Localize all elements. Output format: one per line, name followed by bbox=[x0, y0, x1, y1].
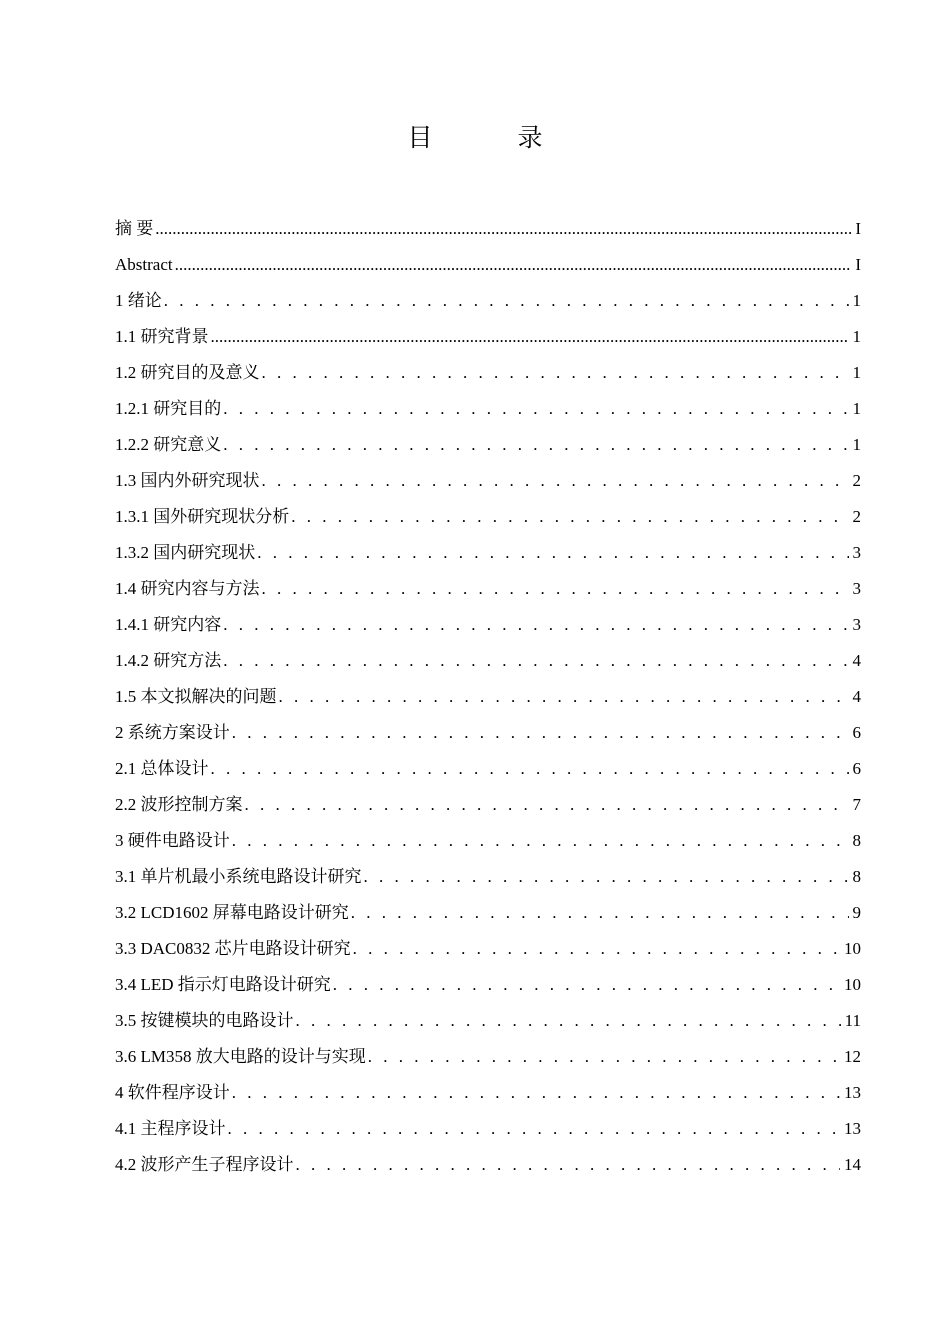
toc-entry[interactable] bbox=[115, 211, 861, 247]
toc-entry-label: 1 绪论 bbox=[115, 291, 162, 310]
toc-dot-leader bbox=[364, 859, 849, 895]
toc-entry-label: 4.1 主程序设计 bbox=[115, 1119, 226, 1138]
toc-dot-leader bbox=[257, 535, 848, 571]
toc-dot-leader bbox=[353, 931, 840, 967]
toc-entry-label: 2.1 总体设计 bbox=[115, 759, 209, 778]
toc-entry-label: 3 硬件电路设计 bbox=[115, 831, 230, 850]
toc-dot-leader bbox=[223, 643, 848, 679]
toc-entry[interactable] bbox=[115, 1111, 861, 1147]
toc-entry[interactable] bbox=[115, 751, 861, 787]
toc-dot-leader bbox=[232, 715, 849, 751]
toc-dot-leader bbox=[211, 751, 849, 787]
toc-entry-label: 3.4 LED 指示灯电路设计研究 bbox=[115, 975, 331, 994]
toc-entry[interactable] bbox=[115, 967, 861, 1003]
page-title: 目 录 bbox=[407, 123, 573, 152]
toc-entry-page-number: 13 bbox=[844, 1083, 861, 1102]
toc-entry-page-number: I bbox=[855, 255, 861, 274]
toc-entry[interactable] bbox=[115, 391, 861, 427]
toc-entry[interactable] bbox=[115, 1075, 861, 1111]
toc-dot-leader bbox=[232, 1075, 840, 1111]
toc-entry[interactable] bbox=[115, 1147, 861, 1183]
toc-dot-leader bbox=[175, 247, 852, 283]
toc-entry-page-number: 14 bbox=[844, 1155, 861, 1174]
toc-entry-page-number: 12 bbox=[844, 1047, 861, 1066]
toc-dot-leader bbox=[232, 823, 849, 859]
toc-dot-leader bbox=[333, 967, 840, 1003]
toc-entry-page-number: 8 bbox=[852, 831, 861, 850]
toc-dot-leader bbox=[291, 499, 848, 535]
toc-entry[interactable] bbox=[115, 1039, 861, 1075]
toc-entry-page-number: 7 bbox=[852, 795, 861, 814]
toc-entry[interactable] bbox=[115, 787, 861, 823]
toc-entry-page-number: 11 bbox=[844, 1011, 861, 1030]
toc-entry[interactable] bbox=[115, 1003, 861, 1039]
toc-entry-page-number: 8 bbox=[852, 867, 861, 886]
toc-entry[interactable] bbox=[115, 607, 861, 643]
toc-entry-page-number: 3 bbox=[852, 579, 861, 598]
toc-list bbox=[115, 211, 861, 1183]
toc-entry-page-number: 10 bbox=[844, 939, 861, 958]
toc-entry-label: 1.4.1 研究内容 bbox=[115, 615, 222, 634]
toc-entry[interactable] bbox=[115, 715, 861, 751]
toc-entry-label: 摘 要 bbox=[115, 219, 154, 238]
toc-dot-leader bbox=[223, 391, 848, 427]
toc-entry-label: 4 软件程序设计 bbox=[115, 1083, 230, 1102]
toc-entry-page-number: 2 bbox=[852, 471, 861, 490]
toc-dot-leader bbox=[296, 1147, 841, 1183]
toc-entry-label: 2.2 波形控制方案 bbox=[115, 795, 243, 814]
toc-entry-label: Abstract bbox=[115, 255, 173, 274]
toc-entry-label: 4.2 波形产生子程序设计 bbox=[115, 1155, 294, 1174]
toc-entry-label: 3.5 按键模块的电路设计 bbox=[115, 1011, 294, 1030]
toc-entry[interactable] bbox=[115, 679, 861, 715]
toc-entry-label: 1.2.2 研究意义 bbox=[115, 435, 222, 454]
toc-dot-leader bbox=[296, 1003, 841, 1039]
toc-entry-page-number: 4 bbox=[852, 651, 861, 670]
toc-entry-page-number: 3 bbox=[852, 543, 861, 562]
toc-entry-page-number: 6 bbox=[852, 759, 861, 778]
toc-entry-label: 1.1 研究背景 bbox=[115, 327, 209, 346]
toc-entry-page-number: 13 bbox=[844, 1119, 861, 1138]
toc-entry-page-number: 1 bbox=[852, 363, 861, 382]
toc-entry-label: 3.3 DAC0832 芯片电路设计研究 bbox=[115, 939, 351, 958]
toc-entry-label: 3.2 LCD1602 屏幕电路设计研究 bbox=[115, 903, 349, 922]
toc-entry-label: 1.5 本文拟解决的问题 bbox=[115, 687, 277, 706]
toc-entry[interactable] bbox=[115, 247, 861, 283]
toc-entry[interactable] bbox=[115, 355, 861, 391]
toc-entry-label: 2 系统方案设计 bbox=[115, 723, 230, 742]
toc-entry-page-number: 3 bbox=[852, 615, 861, 634]
toc-entry-page-number: 10 bbox=[844, 975, 861, 994]
toc-dot-leader bbox=[164, 283, 849, 319]
toc-entry-label: 3.1 单片机最小系统电路设计研究 bbox=[115, 867, 362, 886]
toc-entry-page-number: 2 bbox=[852, 507, 861, 526]
toc-entry[interactable] bbox=[115, 859, 861, 895]
toc-dot-leader bbox=[262, 355, 849, 391]
toc-entry[interactable] bbox=[115, 535, 861, 571]
toc-dot-leader bbox=[262, 571, 849, 607]
toc-entry-page-number: I bbox=[855, 219, 861, 238]
toc-entry[interactable] bbox=[115, 895, 861, 931]
toc-entry-label: 1.2 研究目的及意义 bbox=[115, 363, 260, 382]
toc-dot-leader bbox=[368, 1039, 840, 1075]
toc-entry-label: 1.3 国内外研究现状 bbox=[115, 471, 260, 490]
toc-entry[interactable] bbox=[115, 643, 861, 679]
toc-entry[interactable] bbox=[115, 499, 861, 535]
toc-dot-leader bbox=[245, 787, 849, 823]
toc-entry-page-number: 9 bbox=[852, 903, 861, 922]
toc-dot-leader bbox=[223, 607, 848, 643]
toc-dot-leader bbox=[223, 427, 848, 463]
toc-entry[interactable] bbox=[115, 463, 861, 499]
toc-entry-page-number: 1 bbox=[852, 291, 861, 310]
toc-entry-label: 3.6 LM358 放大电路的设计与实现 bbox=[115, 1047, 366, 1066]
toc-entry-page-number: 1 bbox=[852, 435, 861, 454]
toc-dot-leader bbox=[351, 895, 849, 931]
toc-dot-leader bbox=[279, 679, 849, 715]
toc-entry-page-number: 6 bbox=[852, 723, 861, 742]
toc-dot-leader bbox=[155, 211, 851, 247]
toc-entry[interactable] bbox=[115, 571, 861, 607]
toc-dot-leader bbox=[262, 463, 849, 499]
toc-dot-leader bbox=[228, 1111, 841, 1147]
toc-dot-leader bbox=[211, 319, 849, 355]
toc-entry[interactable] bbox=[115, 427, 861, 463]
toc-entry-label: 1.4 研究内容与方法 bbox=[115, 579, 260, 598]
toc-entry-label: 1.3.2 国内研究现状 bbox=[115, 543, 256, 562]
toc-entry-label: 1.2.1 研究目的 bbox=[115, 399, 222, 418]
toc-entry[interactable] bbox=[115, 319, 861, 355]
toc-entry[interactable] bbox=[115, 283, 861, 319]
toc-entry-label: 1.3.1 国外研究现状分析 bbox=[115, 507, 290, 526]
toc-entry-label: 1.4.2 研究方法 bbox=[115, 651, 222, 670]
toc-entry[interactable] bbox=[115, 823, 861, 859]
toc-entry-page-number: 1 bbox=[852, 399, 861, 418]
toc-entry-page-number: 4 bbox=[852, 687, 861, 706]
toc-entry-page-number: 1 bbox=[852, 327, 861, 346]
toc-entry[interactable] bbox=[115, 931, 861, 967]
